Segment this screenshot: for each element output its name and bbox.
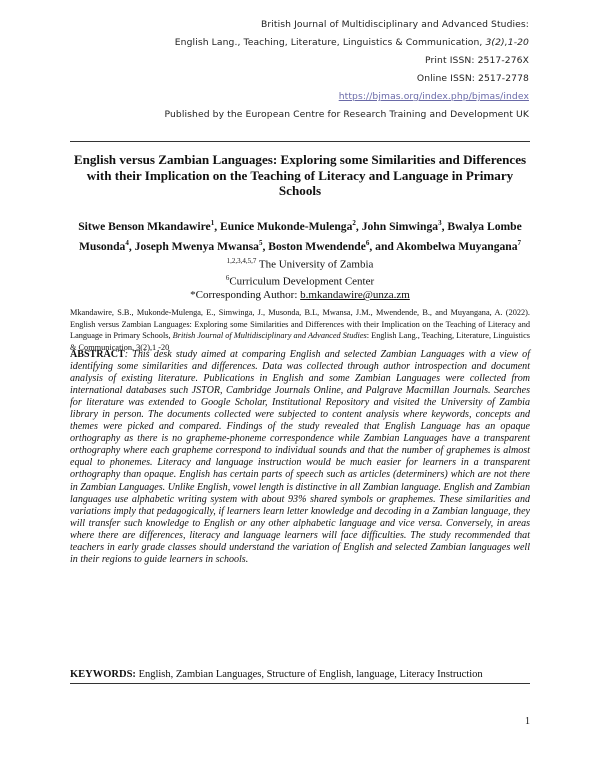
affiliations [70, 255, 530, 303]
author-affiliation-mark: 4 [125, 238, 129, 247]
author-list [70, 215, 530, 255]
author-name: Bwalya Lombe Musonda [78, 219, 522, 253]
print-issn: Print ISSN: 2517-276X [425, 55, 529, 66]
journal-name: British Journal of Multidisciplinary and Advanced Studies: [260, 19, 529, 30]
header-divider [70, 141, 530, 142]
citation-journal: British Journal of Multidisciplinary and Advanced Studies [172, 331, 367, 341]
author-separator: , [214, 219, 221, 233]
author-name: Joseph Mwenya Mwansa [134, 239, 259, 253]
keywords-text: English, Zambian Languages, Structure of English, language, Literacy Instruction [135, 669, 483, 680]
citation-rest: : English Lang., Teaching, Literature, Linguistics & Communication, 3(2),1 -20 [70, 331, 530, 352]
author-separator: , and [369, 239, 397, 253]
journal-header [165, 16, 529, 124]
affiliation-cdc-mark: 6 [225, 274, 230, 283]
corresponding-author [70, 289, 530, 303]
abstract-label: ABSTRACT [70, 349, 125, 360]
journal-series [165, 34, 529, 52]
keywords-label: KEYWORDS: [70, 669, 136, 680]
author-separator: , [441, 219, 448, 233]
page-number: 1 [525, 716, 530, 727]
abstract-text: : This desk study aimed at comparing English and selected Zambian Languages with a view of identifying some similarities and differences. Data was collected through author introspection and document analysis of existing literature. Publications in English and some Zambian Languages were collected from international databases such JSTOR, Cambridge Journals Online, and Palgrave Macmillan Journals. Searches for literature was extended to Google Scholar, Institutional Repository and visited the University of Zambia library in person. The documents collected were subjected to content analysis where keywords, concepts and themes were picked and compared. Findings of the study revealed that English Language has an opaque orthography as there is no grapheme-phoneme correspondence while Zambian Languages have a transparent orthography where each grapheme correspond to individual sounds and that the number of graphemes is almost equal to phonemes. Literacy and language instruction would be much easier for learners in a transparent orthography than opaque. English has certain parts of speech such as articles (determiners) which are not there in Zambian Languages. Unlike English, vowel length is distinctive in all Zambian language. English and Zambian languages use alphabetic writing system with about 93% shared symbols or graphemes. These similarities and variations imply that pedagogically, if learners learn letter knowledge and decoding in a Zambian language, they will transfer such knowledge to English or any other alphabetic language and vice versa. Conversely, in areas where there are differences, literacy and language learners will face difficulties. The study recommended that teachers in early grade classes should understand the variation of English and selected Zambian languages well in their regions to guide learners in schools. [70, 349, 530, 565]
author-affiliation-mark: 3 [438, 219, 442, 227]
author-affiliation-mark: 1 [210, 219, 215, 227]
affiliation-cdc-name: Curriculum Development Center [229, 275, 375, 288]
corresponding-email-link[interactable]: b.mkandawire@unza.zm [300, 289, 410, 302]
journal-url-link[interactable]: https://bjmas.org/index.php/bjmas/index [338, 91, 529, 102]
author-affiliation-mark: 2 [352, 219, 356, 227]
author-name: Sitwe Benson Mkandawire [78, 219, 211, 233]
author-name: Eunice Mukonde-Mulenga [220, 219, 353, 233]
author-separator: , [355, 219, 362, 233]
affiliation-unza-marks: 1,2,3,4,5,7 [226, 257, 257, 265]
author-name: Boston Mwendende [268, 239, 366, 253]
citation-text: Mkandawire, S.B., Mukonde-Mulenga, E., Simwinga, J., Musonda, B.L, Mwansa, J.M., Mwendende, B., and Muyangana, A. (2022). English versus Zambian Languages: Exploring some Similarities and Differences with their Implication on the Teaching of Literacy and Language in Primary Schools, [70, 308, 530, 341]
abstract [70, 349, 530, 566]
author-name: John Simwinga [361, 219, 439, 233]
author-affiliation-mark: 5 [258, 238, 263, 247]
author-affiliation-mark: 6 [365, 238, 370, 247]
online-issn: Online ISSN: 2517-2778 [416, 73, 529, 84]
author-affiliation-mark: 7 [517, 238, 522, 247]
corresponding-label: *Corresponding Author: [190, 289, 301, 302]
author-separator: , [128, 239, 135, 253]
keywords-divider [70, 683, 530, 684]
affiliation-unza [70, 255, 530, 272]
citation-block [70, 307, 530, 353]
affiliation-cdc [70, 272, 530, 289]
paper-title: English versus Zambian Languages: Exploring some Similarities and Differences with their Implication on the Teaching of Literacy and Language in Primary Schools [73, 152, 527, 198]
publisher-line: Published by the European Centre for Research Training and Development UK [164, 109, 529, 120]
keywords [70, 668, 530, 681]
author-name: Akombelwa Muyangana [396, 239, 518, 253]
affiliation-unza-name: The University of Zambia [256, 258, 374, 271]
journal-series-text: English Lang., Teaching, Literature, Linguistics & Communication, [174, 37, 486, 48]
journal-issue: 3(2),1-20 [485, 37, 529, 48]
author-separator: , [262, 239, 269, 253]
